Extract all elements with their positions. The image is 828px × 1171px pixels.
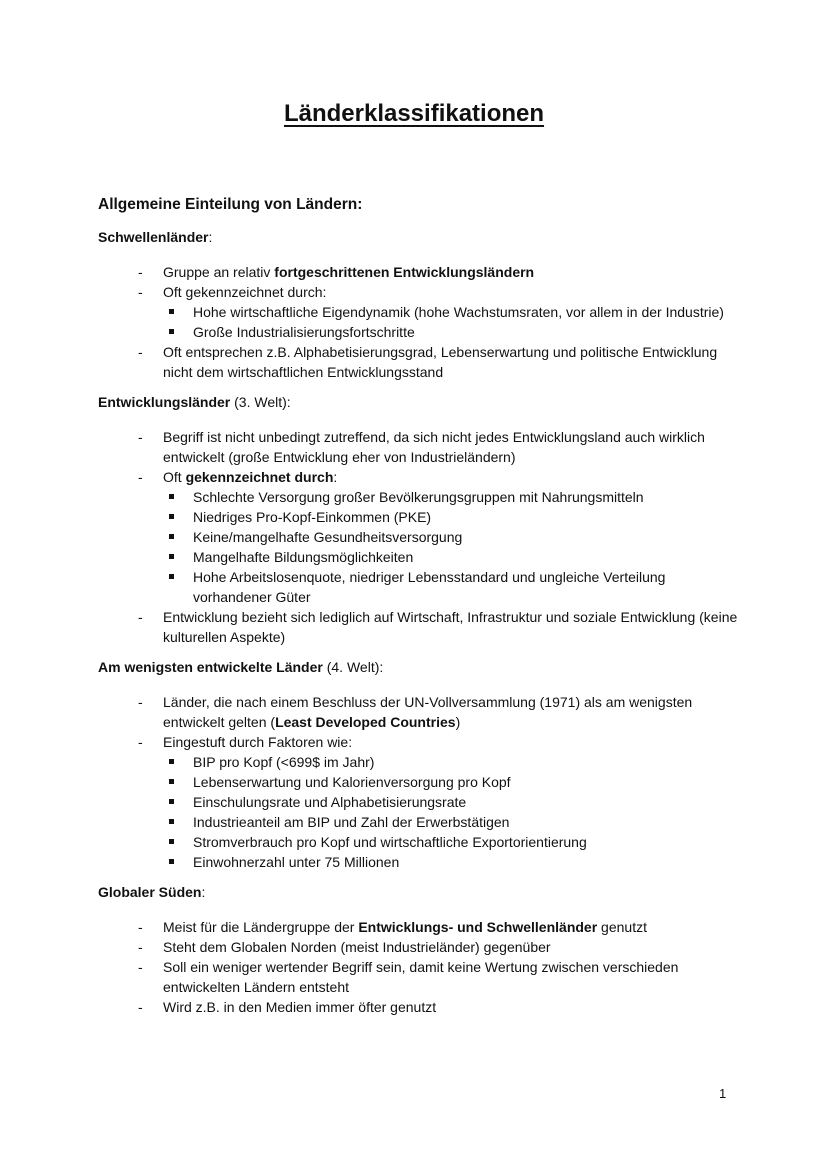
square-bullet-icon [169,309,174,314]
sub-item-text: Schlechte Versorgung großer Bevölkerungsgruppen mit Nahrungsmitteln [193,489,644,505]
square-bullet-icon [169,799,174,804]
item-text: Oft gekennzeichnet durch: [163,284,327,300]
dash-marker: - [138,469,143,485]
dash-list [98,692,738,872]
list-item [98,467,738,607]
sub-list [163,752,738,872]
item-bold-text: gekennzeichnet durch [185,469,334,485]
sub-item-text: Große Industrialisierungsfortschritte [193,324,415,340]
item-text: Begriff ist nicht unbedingt zutreffend, da sich nicht jedes Entwicklungsland auch wirklich entwickelt (große Entwicklung eher von Industrieländern) [163,429,705,465]
square-bullet-icon [169,759,174,764]
dash-marker: - [138,344,143,360]
list-item [98,342,738,382]
list-item [98,917,738,937]
section-heading-bold: Schwellenländer [98,229,209,245]
item-bold-text: Entwicklungs- und Schwellenländer [358,919,598,935]
sub-list-item [163,527,738,547]
item-text: Steht dem Globalen Norden (meist Industrieländer) gegenüber [163,939,551,955]
section-heading-rest: (4. Welt): [322,659,384,675]
dash-list [98,427,738,647]
square-bullet-icon [169,494,174,499]
square-bullet-icon [169,534,174,539]
list-item [98,732,738,872]
item-text: Oft entsprechen z.B. Alphabetisierungsgrad, Lebenserwartung und politische Entwicklung nicht dem wirtschaftlichen Entwicklungsstand [163,344,718,380]
list-item [98,997,738,1017]
dash-marker: - [138,939,143,955]
sub-list-item [163,812,738,832]
square-bullet-icon [169,779,174,784]
section-heading [98,658,738,676]
dash-marker: - [138,609,143,625]
sub-list-item [163,507,738,527]
sub-list-item [163,547,738,567]
item-bold-text: Least Developed Countries [275,714,456,730]
sub-item-text: Einwohnerzahl unter 75 Millionen [193,854,400,870]
item-bold-text: fortgeschrittenen Entwicklungsländern [274,264,535,280]
dash-marker: - [138,959,143,975]
sub-list-item [163,322,738,342]
square-bullet-icon [169,574,174,579]
item-text-after: : [333,469,338,485]
item-text: Entwicklung bezieht sich lediglich auf Wirtschaft, Infrastruktur und soziale Entwicklung (keine kulturellen Aspekte) [163,609,738,645]
section-heading [98,883,738,901]
dash-marker: - [138,734,143,750]
list-item [98,957,738,997]
document-subtitle: Allgemeine Einteilung von Ländern: [98,196,363,213]
sub-list-item [163,852,738,872]
sub-item-text: Hohe wirtschaftliche Eigendynamik (hohe Wachstumsraten, vor allem in der Industrie) [193,304,724,320]
section-heading-bold: Globaler Süden [98,884,202,900]
square-bullet-icon [169,839,174,844]
page-title: Länderklassifikationen [283,100,545,127]
dash-list [98,262,738,382]
square-bullet-icon [169,329,174,334]
list-item [98,692,738,732]
list-item [98,282,738,342]
dash-marker: - [138,919,143,935]
square-bullet-icon [169,514,174,519]
section-heading-bold: Entwicklungsländer [98,394,231,410]
item-text: Eingestuft durch Faktoren wie: [163,734,353,750]
sub-item-text: Industrieanteil am BIP und Zahl der Erwerbstätigen [193,814,510,830]
item-text: Wird z.B. in den Medien immer öfter genutzt [163,999,437,1015]
dash-list [98,917,738,1017]
item-text-after: genutzt [597,919,647,935]
sub-item-text: Lebenserwartung und Kalorienversorgung pro Kopf [193,774,511,790]
item-text: Soll ein weniger wertender Begriff sein, damit keine Wertung zwischen verschieden entwickelten Ländern entsteht [163,959,679,995]
list-item [98,937,738,957]
document-body [98,196,738,1028]
list-item [98,262,738,282]
list-item [98,427,738,467]
sub-item-text: Mangelhafte Bildungsmöglichkeiten [193,549,414,565]
dash-marker: - [138,999,143,1015]
sub-item-text: Stromverbrauch pro Kopf und wirtschaftliche Exportorientierung [193,834,587,850]
sub-list-item [163,772,738,792]
dash-marker: - [138,429,143,445]
dash-marker: - [138,284,143,300]
section-heading-rest: (3. Welt): [230,394,291,410]
sub-list-item [163,487,738,507]
sub-list [163,302,738,342]
sub-item-text: Keine/mangelhafte Gesundheitsversorgung [193,529,463,545]
sub-list-item [163,302,738,322]
sub-item-text: BIP pro Kopf (<699$ im Jahr) [193,754,375,770]
sub-list [163,487,738,607]
sub-item-text: Hohe Arbeitslosenquote, niedriger Lebensstandard und ungleiche Verteilung vorhandener Güter [193,569,666,605]
sub-item-text: Niedriges Pro-Kopf-Einkommen (PKE) [193,509,432,525]
page-number: 1 [719,1086,727,1101]
item-text: Meist für die Ländergruppe der [163,919,359,935]
square-bullet-icon [169,819,174,824]
dash-marker: - [138,264,143,280]
section-heading-rest: : [201,884,206,900]
sub-list-item [163,752,738,772]
square-bullet-icon [169,859,174,864]
item-text-after: ) [455,714,461,730]
item-text: Länder, die nach einem Beschluss der UN-Vollversammlung (1971) als am wenigsten entwickelt gelten ( [163,694,693,730]
sections-container [98,228,738,1017]
item-text: Oft [163,469,186,485]
sub-list-item [163,567,738,607]
section-heading-rest: : [208,229,213,245]
square-bullet-icon [169,554,174,559]
section-heading [98,228,738,246]
list-item [98,607,738,647]
item-text: Gruppe an relativ [163,264,275,280]
sub-list-item [163,792,738,812]
section-heading [98,393,738,411]
sub-item-text: Einschulungsrate und Alphabetisierungsrate [193,794,467,810]
section-heading-bold: Am wenigsten entwickelte Länder [98,659,323,675]
dash-marker: - [138,694,143,710]
sub-list-item [163,832,738,852]
